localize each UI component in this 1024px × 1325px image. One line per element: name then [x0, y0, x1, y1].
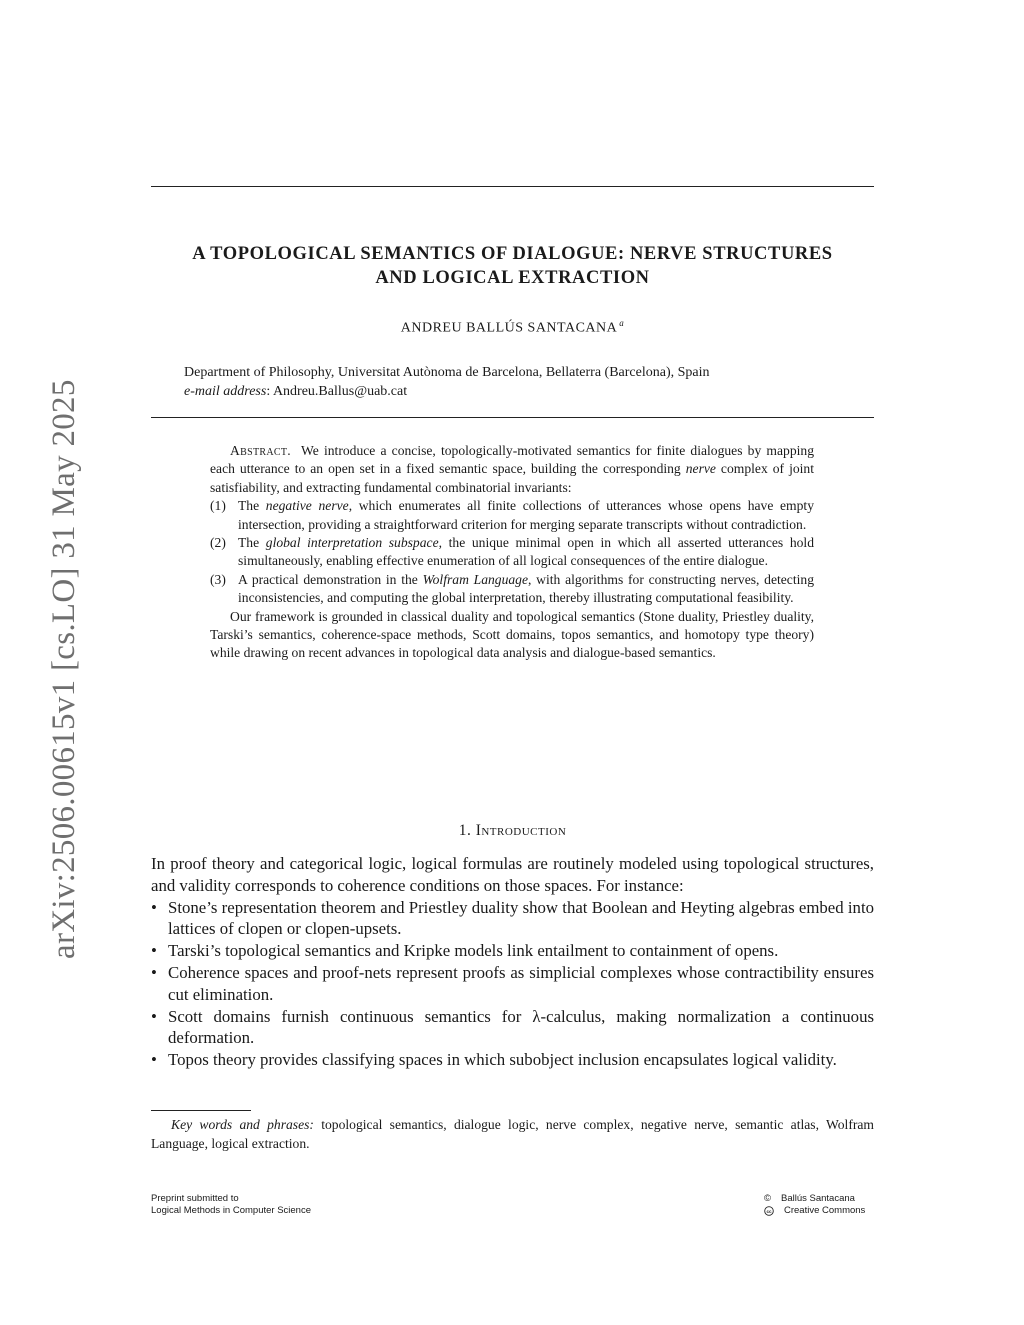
list-number: (3) [210, 571, 226, 587]
abstract-intro [210, 442, 814, 497]
copyright-icon: © [764, 1193, 771, 1204]
section-title: Introduction [475, 822, 567, 839]
bullet-item [151, 1006, 874, 1050]
abstract-intro-emphasis: nerve [685, 461, 716, 477]
author-line [151, 318, 874, 337]
bullet-text: Stone’s representation theorem and Priestley duality show that Boolean and Heyting algebras embed into lattices of clopen or clopen-upsets. [168, 897, 874, 939]
item-text: , the unique minimal open in which all asserted utterances hold simultaneously, enabling effective enumeration of all logical consequences of the entire dialogue. [238, 535, 814, 569]
section-number: 1. [458, 822, 472, 839]
bullet-item [151, 940, 874, 962]
bullet-item [151, 1049, 874, 1071]
footer-preprint-line: Preprint submitted to [151, 1193, 239, 1204]
affiliation-block [184, 363, 710, 401]
section-body [151, 853, 874, 1071]
footer-journal-name: Logical Methods in Computer Science [151, 1205, 312, 1216]
bullet-icon: • [151, 962, 157, 982]
title-line-1: A TOPOLOGICAL SEMANTICS OF DIALOGUE: NERVE STRUCTURES [192, 244, 833, 264]
abstract-list-item [210, 571, 814, 608]
item-emphasis: negative nerve [265, 498, 349, 514]
item-text: , with algorithms for constructing nerves, detecting inconsistencies, and computing the global interpretation, thereby illustrating computational feasibility. [238, 571, 814, 606]
abstract [210, 442, 814, 663]
title-line-2: AND LOGICAL EXTRACTION [375, 268, 650, 288]
footnote-label: Key words and phrases: [171, 1117, 314, 1132]
author-superscript: a [619, 318, 625, 328]
bullet-icon: • [151, 1006, 157, 1026]
email-address[interactable]: Andreu.Ballus@uab.cat [272, 384, 408, 399]
abstract-intro-text-a: We introduce a concise, topologically-motivated semantics for finite dialogues by mapping each utterance to an open set in a fixed semantic space, building the corresponding [210, 443, 814, 477]
bullet-text: Tarski’s topological semantics and Kripke models link entailment to containment of opens. [168, 941, 779, 961]
abstract-intro-text-b: complex of joint satisfiability, and extracting fundamental combinatorial invariants: [210, 461, 814, 495]
svg-text:cc: cc [766, 1208, 772, 1214]
email-line: e-mail address: Andreu.Ballus@uab.cat [184, 384, 408, 399]
item-text: , which enumerates all finite collections of utterances whose opens have empty intersection, providing a straightforward criterion for merging separate transcripts without contradiction. [238, 498, 814, 532]
footer-license-name: Creative Commons [784, 1205, 866, 1216]
bullet-icon: • [151, 1050, 157, 1070]
abstract-closing: Our framework is grounded in classical duality and topological semantics (Stone duality, Priestley duality, Tarski’s semantics, coherence-space methods, Scott domains, topos semantics, and homotopy type theory) while drawing on recent advances in topological data analysis and dialogue-based semantics. [210, 608, 814, 661]
email-label: e-mail address [184, 384, 267, 399]
section-intro: In proof theory and categorical logic, logical formulas are routinely modeled using topological structures, and validity corresponds to coherence conditions on those spaces. For instance: [151, 854, 874, 895]
footer-journal [151, 1193, 311, 1217]
bullet-item [151, 897, 874, 941]
author-name: ANDREU BALLÚS SANTACANA [400, 320, 618, 336]
bullet-list [151, 897, 874, 1071]
arxiv-identifier: arXiv:2506.00615v1 [cs.LO] 31 May 2025 [46, 379, 82, 959]
item-text: The [238, 535, 266, 551]
footer-license [764, 1193, 865, 1217]
header-separator-rule [151, 417, 874, 418]
footer-author: Ballús Santacana [781, 1193, 855, 1204]
footnote [151, 1116, 874, 1153]
abstract-list-item [210, 534, 814, 571]
footnote-text: topological semantics, dialogue logic, nerve complex, negative nerve, semantic atlas, Wolfram Language, logical extraction. [151, 1117, 874, 1151]
bullet-text: Coherence spaces and proof-nets represent proofs as simplicial complexes whose contractibility ensures cut elimination. [168, 962, 874, 1004]
top-rule [151, 186, 874, 187]
paper-title [151, 242, 874, 290]
bullet-text: Topos theory provides classifying spaces in which subobject inclusion encapsulates logical validity. [168, 1050, 837, 1070]
item-text: A practical demonstration in the [238, 571, 423, 587]
bullet-icon: • [151, 941, 157, 961]
list-number: (2) [210, 535, 226, 551]
bullet-text: Scott domains furnish continuous semantics for λ-calculus, making normalization a continuous deformation. [168, 1006, 874, 1048]
bullet-item [151, 962, 874, 1006]
item-emphasis: Wolfram Language [422, 571, 529, 587]
abstract-list-item [210, 497, 814, 534]
creative-commons-icon [764, 1206, 774, 1216]
item-text: The [238, 498, 266, 514]
bullet-icon: • [151, 897, 157, 917]
abstract-label: Abstract. [230, 443, 291, 458]
abstract-list [210, 497, 814, 607]
footnote-rule [151, 1110, 251, 1111]
item-emphasis: global interpretation subspace [265, 535, 439, 551]
affiliation: Department of Philosophy, Universitat Autònoma de Barcelona, Bellaterra (Barcelona), Spain [184, 365, 710, 380]
section-heading [151, 822, 874, 840]
list-number: (1) [210, 498, 226, 514]
